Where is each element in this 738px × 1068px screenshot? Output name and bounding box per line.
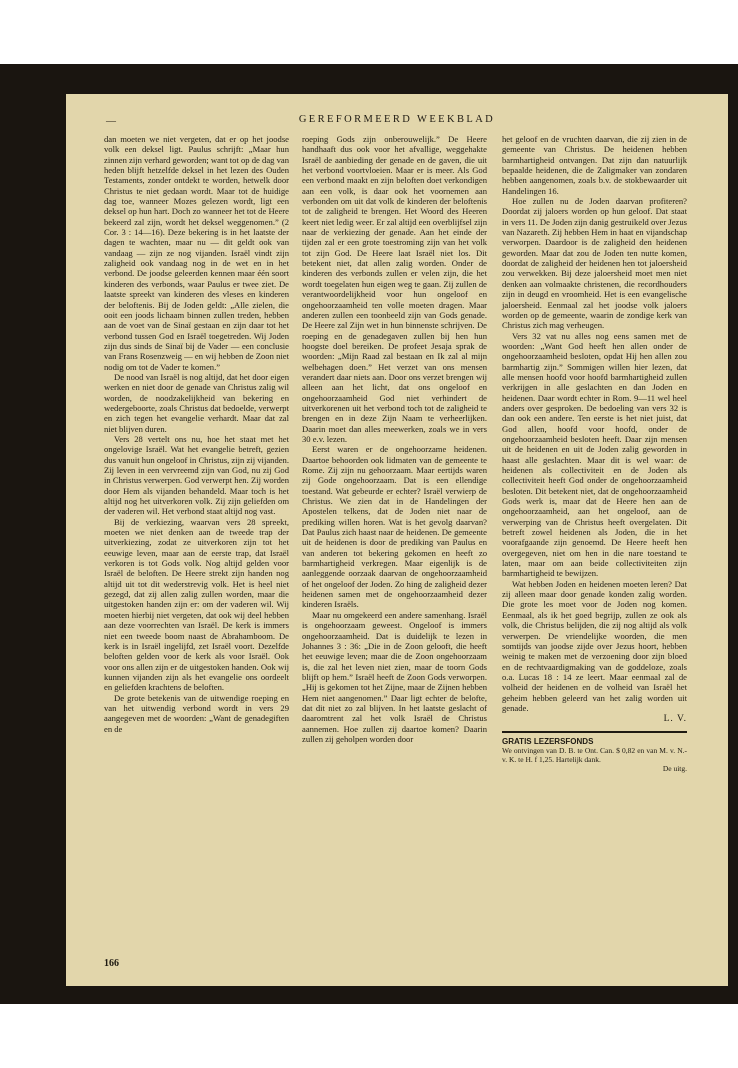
- paragraph: Vers 28 vertelt ons nu, hoe het staat met het ongelovige Israël. Wat het evangelie betreft, gezien dus vanuit hun ongeloof in Christus, zijn zij vijanden. Zij leven in een vervreemd zijn van God, nu zij God in Christus verwerpen. God verwerpt hen. Zij worden door Hem als vijanden behandeld. Maar toch is het altijd nog het uitverkoren volk. Zij zijn geliefden om der vaderen wil. Het verbond staat altijd nog vast.: [104, 433, 289, 517]
- paragraph: Bij de verkiezing, waarvan vers 28 spreekt, moeten we niet denken aan de tweede trap der uitverkiezing, zodat ze uitverkoren zijn tot het eeuwige leven, maar aan de eerste trap, dat Israël verkoren is tot Gods volk. Nog altijd gelden voor Israël de beloften. De Heere strekt zijn handen nog altijd uit tot dit wederstrevig volk. Het is heel niet gezegd, dat zij allen zalig zullen worden, maar die uitgestoken handen zijn er: om der vaderen wil. Wij moeten hierbij niet vergeten, dat ook wij deel hebben aan deze voorrechten van Israël. De kerk is immers niet een tweede boom naast de Abrahamboom. De kerk is in Israël ingelijfd, zet Israël voort. Dezelfde beloften gelden voor de kerk als voor Israël. Ook voor ons allen zijn er de uitgestoken handen. Ook wij kunnen vijanden zijn als het evangelie ons oordeelt en geliefden krachtens de beloften.: [104, 516, 289, 693]
- page-number: 166: [104, 958, 119, 969]
- paragraph: Maar nu omgekeerd een andere samenhang. Israël is ongehoorzaam geweest. Ongeloof is immers ongehoorzaamheid. Dat is duidelijk te lezen in Johannes 3 : 36: „Die in de Zoon gelooft, die heeft het eeuwige leven; maar die de Zoon ongehoorzaam is, die zal het leven niet zien, maar de toorn Gods blijft op hem.” Israël heeft de Zoon Gods verworpen. „Hij is gekomen tot het Zijne, maar de Zijnen hebben Hem niet aangenomen.” Daar ligt echter de belofte, dat dit niet zo zal blijven. In het laatste geslacht of daaromtrent zal het volk Israël de Christus aannemen. Hoe zullen zij daartoe komen? Daarin zullen zij geholpen worden door: [302, 609, 487, 744]
- paragraph: Eerst waren er de ongehoorzame heidenen. Daartoe behoorden ook lidmaten van de gemeente te Rome. Zij zijn nu gehoorzaam. Maar eertijds waren zij Gode ongehoorzaam. Dat is een ellendige toestand. Wat gebeurde er echter? Israël verwierp de Christus. We zien dat in de Handelingen der Apostelen telkens, dat de Joden niet naar de prediking willen horen. Wat is het gevolg daarvan? Dat Paulus zich haast naar de heidenen. De gemeente uit de heidenen is door de prediking van Paulus en van anderen tot bekering gekomen en heeft zo barmhartigheid verkregen. Maar eigenlijk is de aanleggende oorzaak daarvan de ongehoorzaamheid of het ongeloof der Joden. Zo hing de zaligheid dezer heidenen samen met de ongehoorzaamheid dezer kinderen Israëls.: [302, 444, 487, 610]
- fund-credit: De uitg.: [662, 763, 687, 773]
- paragraph: De nood van Israël is nog altijd, dat het door eigen werken en niet door de genade van Christus zalig wil worden, de noodzakelijkheid van bekering en wedergeboorte, zoals Christus dat bedoelde, verwerpt en zich tegen het evangelie verhardt. Maar dat zal niet blijven duren.: [104, 371, 289, 434]
- author-signature: L. V.: [663, 714, 687, 725]
- paragraph: Wat hebben Joden en heidenen moeten leren? Dat zij alleen maar door genade konden zalig worden. Die grote les moet voor de Joden nog komen. Eenmaal, als ik het goed begrijp, zullen ze ook als volk, die Christus belijden, die zij nog altijd als volk verwerpen. De vriendelijke woorden, die men somtijds van joodse zijde over Jezus hoort, hebben weinig te maken met de verzoening door zijn bloed en de rechtvaardigmaking van de goddeloze, zoals o.a. Lucas 18 : 14 ze leert. Maar eenmaal zal de volheid der heidenen en de volheid van Israël het geheim hebben geleerd van het zalig worden uit genade.: [502, 578, 687, 713]
- header-dash: —: [106, 116, 116, 127]
- paragraph: roeping Gods zijn onberouwelijk.” De Heere handhaaft dus ook voor het afvallige, weggehakte Israël de aanbieding der genade en de gaven, die uit het verbond voortvloeien. Maar er is meer. Als God een verbond maakt en zijn beloften doet verkondigen aan een volk, is daar ook het voornemen aan verbonden om uit dat volk de kinderen der beloftenis tot de zaligheid te brengen. Het Woord des Heeren keert niet ledig weer. Er zal altijd een overblijfsel zijn naar de verkiezing der genade. Aan het einde der tijden zal er een grote toestroming zijn van het volk tot zijn God. De Heere laat Israël niet los. Dit betekent niet, dat allen zalig worden. Onder de kinderen des verbonds zullen er velen zijn, die het wordt toegelaten hun eigen weg te gaan. Zij zullen de verantwoordelijkheid voor hun ongeloof en ongehoorzaamheid ten volle moeten dragen. Maar anderen zullen een toonbeeld zijn van Gods genade. De Heere zal Zijn wet in hun binnenste schrijven. De roeping en de genadegaven zullen bij hen hun hoogste doel bereiken. De profeet Jesaja sprak de woorden: „Mijn Raad zal bestaan en Ik zal al mijn welbehagen doen.” Het verzet van ons mensen verandert daar niets aan. Door ons verzet brengen wij alleen aan het licht, dat ons ongeloof en ongehoorzaamheid God niet verhindert de uitverkorenen uit het verbond toch tot de zaligheid te brengen en in deze Zijn Naam te verheerlijken. Daarin moet dan alles meewerken, zoals we in vers 30 e.v. lezen.: [302, 134, 487, 444]
- fund-title: GRATIS LEZERSFONDS: [502, 736, 594, 746]
- paragraph: Hoe zullen nu de Joden daarvan profiteren? Doordat zij jaloers worden op hun geloof. Dat staat in vers 11. De Joden zijn danig gestruikeld over Jezus van Nazareth. Zij hebben Hem in haat en vijandschap verworpen. Daardoor is de zaligheid den heidenen geworden. Maar dat zou de Joden ten nutte komen, doordat de zaligheid der heidenen hen tot jaloersheid zou verwekken. Bij deze jaloersheid moet men niet denken aan volmaakte christenen, die recordhouders zijn in deugd en vroomheid. Het is een evangelische jaloersheid. Eenmaal zal het joodse volk jaloers worden op de gemeente, waarin de zondige kerk van Christus zich mag verheugen.: [502, 196, 687, 331]
- column-left: [104, 134, 289, 734]
- column-right: [502, 134, 687, 773]
- section-divider: [502, 731, 687, 733]
- magazine-page: [66, 94, 728, 986]
- paragraph: het geloof en de vruchten daarvan, die zij zien in de gemeente van Christus. De heidenen hebben barmhartigheid ontvangen. Dat zijn dan natuurlijk bepaalde heidenen, die de Zaligmaker van zondaren hebben aangenomen, zoals b.v. de stokbewaarder uit Handelingen 16.: [502, 134, 687, 196]
- paragraph: Vers 32 vat nu alles nog eens samen met de woorden: „Want God heeft hen allen onder de ongehoorzaamheid besloten, opdat Hij hen allen zou barmhartig zijn.” Sommigen willen hier lezen, dat alle mensen hoofd voor hoofd barmhartigheid zullen verkrijgen in alle geslachten en dan Joden en heidenen. Daar wordt echter in Rom. 9—11 wel heel anders over gesproken. De bedoeling van vers 32 is dan ook een andere. Ten eerste is het niet juist, dat God allen, hoofd voor hoofd, onder de ongehoorzaamheid besloten heeft. Daar zijn mensen uit de heidenen en uit de Joden zalig geworden in haast alle geslachten. Maar dit is wel waar: de heidenen als collectiviteit en de Joden als collectiviteit heeft God onder de ongehoorzaamheid besloten. Dit betekent niet, dat de ongehoorzaamheid Gods werk is, maar dat de Heere hen aan de ongehoorzaamheid, aan het ongeloof, aan de verwerping van de Christus heeft overgelaten. Dit betreft zowel heidenen als Joden, die in het voorafgaande zijn genoemd. De Heere heeft hen overgegeven, niet om hen in die nare toestand te laten, maar om aan beide collectiviteiten zijn barmhartigheid te bewijzen.: [502, 330, 687, 579]
- running-header: GEREFORMEERD WEEKBLAD: [298, 114, 496, 125]
- paragraph: dan moeten we niet vergeten, dat er op het joodse volk een deksel ligt. Paulus schrijft: „Maar hun zinnen zijn verhard geworden; want tot op de dag van heden blijft hetzelfde deksel in het lezen des Ouden Testaments, zonder ontdekt te worden, hetwelk door Christus te niet gedaan wordt. Maar tot de huidige dag toe, wanneer Mozes gelezen wordt, ligt een deksel op hun hart. Doch zo wanneer het tot de Heere bekeerd zal zijn, wordt het deksel weggenomen.” (2 Cor. 3 : 14—16). Deze bekering is in het laatste der dagen te wachten, maar nu — dit geldt ook van vandaag — zijn ze nog vijanden. Israël vindt zijn zaligheid ook vandaag nog in de wet en in het verbond. De joodse geleerden kennen maar één soort kinderen des verbonds, waar Paulus er twee ziet. De laatste spreekt van kinderen des vleses en kinderen der beloftenis. Bij de Joden geldt: „Alle zielen, die ooit een joods lichaam binnen zullen treden, hebben aan de voet van de Sinaï gestaan en zijn daar tot het verbond tussen God en Israël toegetreden. Wij Joden zijn dus sinds de Sinaï bij de Vader — een conclusie van Frans Rosenzweig — en wij hebben de Zoon niet nodig om tot de Vader te komen.”: [104, 134, 289, 372]
- column-middle: [302, 134, 487, 744]
- paragraph: De grote betekenis van de uitwendige roeping en van het uitwendig verbond wordt in vers 29 aangegeven met de woorden: „Want de genadegiften en de: [104, 692, 289, 734]
- fund-text: We ontvingen van D. B. te Ont. Can. $ 0,82 en van M. v. N.-v. K. te H. f 1,25. Hartelijk dank.: [502, 745, 687, 764]
